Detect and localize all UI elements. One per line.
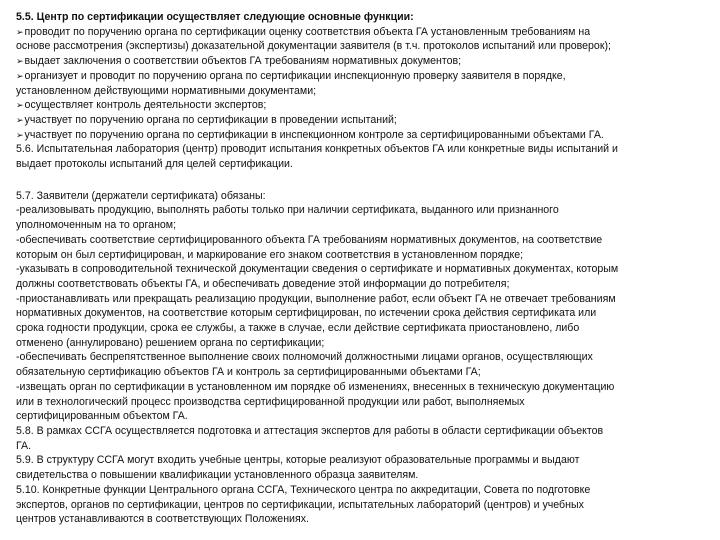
section-5-7-text: которым он был сертифицирован, и маркирование его знаком соответствия в установленном порядке; (16, 248, 524, 261)
list-item: ➢ участвует по поручению органа по сертификации в инспекционном контроле за сертифицированными объектами ГА. (16, 128, 706, 143)
section-5-7-text: -обеспечивать соответствие сертифицированного объекта ГА требованиям нормативных документов, на соответствие (16, 233, 603, 246)
section-5-7-heading: 5.7. Заявители (держатели сертификата) обязаны: (16, 189, 266, 202)
document-page (16, 10, 706, 527)
section-5-8-text: 5.8. В рамках ССГА осуществляется подготовка и аттестация экспертов для работы в области сертификации объектов (16, 424, 604, 437)
section-5-7-text: -реализовывать продукцию, выполнять работы только при наличии сертификата, выданного или признанного (16, 204, 559, 217)
section-5-7-text: -приостанавливать или прекращать реализацию продукции, выполнение работ, если объект ГА не отвечает требованиям (16, 292, 616, 305)
section-5-7-text: сертифицированным объектом ГА. (16, 410, 188, 423)
list-item-continuation: установленном действующими нормативными документами; (16, 84, 317, 97)
section-5-7-text: или в технологический процесс производства сертифицированной продукции или работ, выполняемых (16, 395, 525, 408)
list-item: ➢ организует и проводит по поручению органа по сертификации инспекционную проверку заявителя в порядке, (16, 69, 706, 84)
section-5-7-text: -обеспечивать беспрепятственное выполнение своих полномочий должностными лицами органов, осуществляющих (16, 351, 593, 364)
list-item: ➢ выдает заключения о соответствии объектов ГА требованиям нормативных документов; (16, 54, 706, 69)
section-5-8-text: ГА. (16, 439, 32, 452)
section-5-7-text: -извещать орган по сертификации в установленном им порядке об изменениях, внесенных в техническую документацию (16, 380, 615, 393)
section-5-9-text: 5.9. В структуру ССГА могут входить учебные центры, которые реализуют образовательные программы и выдают (16, 454, 580, 467)
section-5-9-text: свидетельства о повышении квалификации установленного образца заявителям. (16, 469, 419, 482)
list-item-continuation: основе рассмотрения (экспертизы) доказательной документации заявителя (в т.ч. протоколов испытаний или проверок); (16, 40, 611, 53)
section-5-7-text: -указывать в сопроводительной технической документации сведения о сертификате и нормативных документах, которым (16, 263, 619, 276)
section-5-7-text: должны соответствовать объекты ГА, и обеспечивать доведение этой информации до потребителя; (16, 277, 510, 290)
section-5-6-text: выдает протоколы испытаний для целей сертификации. (16, 158, 293, 171)
section-5-7-text: отменено (аннулировано) решением органа по сертификации; (16, 336, 325, 349)
paragraph-gap (16, 172, 706, 189)
section-5-10-text: экспертов, органов по сертификации, центров по сертификации, испытательных лабораторий (центров) и учебных (16, 498, 584, 511)
section-5-5-heading: 5.5. Центр по сертификации осуществляет следующие основные функции: (16, 11, 414, 23)
list-item: ➢ проводит по поручению органа по сертификации оценку соответствия объекта ГА установленным требованиям на (16, 25, 706, 40)
section-5-7-text: нормативных документов, на соответствие которым сертифицирован, по истечении срока действия сертификата или (16, 307, 597, 320)
section-5-7-text: обязательную сертификацию объектов ГА и контроль за сертифицированными объектами ГА; (16, 366, 481, 379)
section-5-10-text: 5.10. Конкретные функции Центрального органа ССГА, Технического центра по аккредитации, Совета по подготовке (16, 483, 591, 496)
section-5-6-text: 5.6. Испытательная лаборатория (центр) проводит испытания конкретных объектов ГА или конкретные виды испытаний и (16, 143, 618, 156)
list-item: ➢ участвует по поручению органа по сертификации в проведении испытаний; (16, 113, 706, 128)
section-5-10-text: центров устанавливаются в соответствующих Положениях. (16, 513, 309, 526)
section-5-7-text: уполномоченным на то органом; (16, 219, 177, 232)
section-5-7-text: срока годности продукции, срока ее службы, а также в случае, если действие сертификата приостановлено, либо (16, 322, 580, 335)
list-item: ➢ осуществляет контроль деятельности экспертов; (16, 98, 706, 113)
